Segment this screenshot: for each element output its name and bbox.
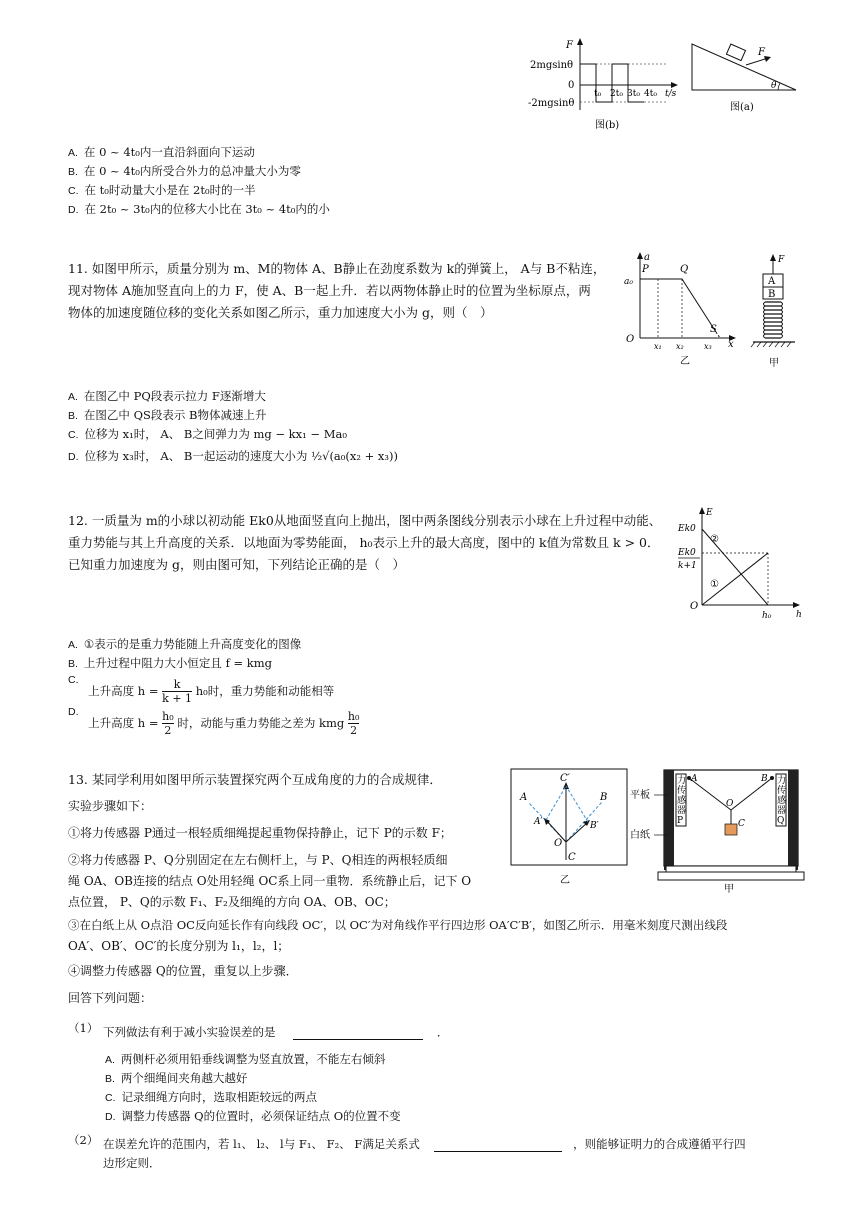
q10-fb-t2: 2t₀: [610, 89, 623, 99]
q12-line-3: 已知重力加速度为 g，则由图可知，下列结论正确的是（ ）: [68, 557, 405, 572]
q12-g-ek0: Ek0: [678, 524, 696, 534]
q10-option-c[interactable]: C. 在 t₀时动量大小是在 2t₀时的一半: [68, 183, 256, 197]
q12-option-c[interactable]: C. 上升高度 h = $\frac{k}{k + 1}$ h₀时，重力势能和动能相等: [68, 674, 335, 705]
q13-yi-B: B: [600, 792, 608, 803]
q11-g-S: S: [710, 324, 717, 335]
q10-fb-ylabel: F: [566, 40, 573, 51]
q11-option-d[interactable]: D. 位移为 x₃时， A、 B一起运动的速度大小为 ½√(a₀(x₂ + x₃)): [68, 449, 398, 463]
q10-fb-caption: 图(b): [595, 120, 620, 131]
q12-g-h0: h₀: [762, 611, 772, 621]
q11-g-x3: x₃: [704, 342, 712, 351]
q13-sub1-blank[interactable]: [293, 1027, 423, 1040]
q12-c-frac-den: k + 1: [162, 692, 193, 705]
q12-g-ylabel: E: [706, 508, 713, 518]
q11-g-O: O: [626, 334, 635, 345]
q11-g-x1: x₁: [654, 342, 662, 351]
q11-stem: [68, 258, 605, 324]
q13-yi-B1: B′: [590, 821, 599, 831]
q11-ap-A: A: [768, 276, 776, 287]
q10-fa-caption: 图(a): [730, 102, 754, 113]
q13-yi-A: A: [520, 792, 528, 803]
q11-line-1: 11. 如图甲所示，质量分别为 m、M的物体 A、B静止在劲度系数为 k的弹簧上， A与 B不粘连，: [68, 261, 606, 276]
q11-line-3: 物体的加速度随位移的变化关系如图乙所示，重力加速度大小为 g，则（ ）: [68, 305, 493, 320]
q13-step4: ④调整力传感器 Q的位置，重复以上步骤．: [68, 964, 298, 978]
q13-jia-baizhi: 白纸: [630, 830, 650, 841]
q12-line-2: 重力势能与其上升高度的关系．以地面为零势能面， h₀表示上升的最大高度，图中的 k值为常数且 k > 0．: [68, 535, 660, 550]
q11-option-b[interactable]: B. 在图乙中 QS段表示 B物体减速上升: [68, 408, 267, 422]
q13-jia-left-sensor: 力传感器 P: [677, 776, 687, 826]
q12-option-d[interactable]: D. 上升高度 h = $\frac{\text{h₀}}{2}$ 时，动能与重力势能之差为 kmg $\frac{\text{h₀}}{2}$: [68, 706, 360, 737]
q11-g-P: P: [642, 264, 649, 275]
q11-ap-F: F: [778, 255, 785, 265]
q10-fb-t3: 3t₀: [627, 89, 640, 99]
q13-yi-caption: 乙: [560, 875, 570, 886]
q13-sub1-option-b[interactable]: B. 两个细绳间夹角越大越好: [105, 1071, 248, 1085]
q13-jia-C: C: [738, 819, 745, 829]
q11-apparatus-jia: [745, 252, 805, 370]
q10-fb-yzero: 0: [568, 80, 575, 91]
q12-graph: [672, 505, 807, 625]
q12-d-frac2-num: h₀: [347, 710, 360, 723]
q12-g-k1: k+1: [678, 561, 697, 571]
q10-fb-xlabel: t/s: [665, 89, 677, 99]
q12-option-b[interactable]: B. 上升过程中阻力大小恒定且 f = kmg: [68, 656, 273, 670]
q12-d-frac-num: h₀: [162, 710, 174, 723]
q11-line-2: 现对物体 A施加竖直向上的力 F，使 A、B一起上升．若以两物体静止时的位置为坐标原点，两: [68, 283, 591, 298]
q10-fa-force: F: [758, 47, 765, 58]
q10-option-b[interactable]: B. 在 0 ~ 4t₀内所受合外力的总冲量大小为零: [68, 164, 301, 178]
q13-sub1-question: 下列做法有利于减小实验误差的是 ．: [103, 1025, 449, 1039]
q13-figure-jia: [628, 766, 808, 896]
q11-option-c[interactable]: C. 位移为 x₁时， A、 B之间弹力为 mg − kx₁ − Ma₀: [68, 427, 347, 441]
q13-step2: ②将力传感器 P、Q分别固定在左右侧杆上，与 P、Q相连的两根轻质细 绳 OA、OB连接的结点 O处用轻绳 OC系上同一重物．系统静止后，记下 O 点位置， P、Q的示数 F₁、F₂及细绳的方向 OA、OB、OC；: [68, 853, 472, 909]
q11-g-x2: x₂: [676, 342, 684, 351]
q10-fb-t4: 4t₀: [644, 89, 657, 99]
q13-steps-header: 实验步骤如下：: [68, 799, 153, 813]
q10-fb-t1: t₀: [594, 89, 602, 99]
q10-figure-a: [688, 38, 803, 118]
q10-option-d[interactable]: D. 在 2t₀ ~ 3t₀内的位移大小比在 3t₀ ~ 4t₀内的小: [68, 202, 330, 216]
q12-g-O: O: [690, 601, 699, 612]
q13-sub1-num: （1）: [68, 1021, 99, 1035]
q11-g-xaxis: x: [728, 339, 734, 350]
q11-g-Q: Q: [680, 264, 689, 275]
q10-option-a[interactable]: A. 在 0 ~ 4t₀内一直沿斜面向下运动: [68, 145, 255, 159]
q11-graph-yi: [620, 250, 740, 368]
q13-yi-Ctop: C′: [560, 773, 570, 784]
q13-sub2-line1: 在误差允许的范围内，若 l₁、 l₂、 l与 F₁、 F₂、 F满足关系式 ，则能够证明力的合成遵循平行四: [103, 1137, 746, 1151]
q10-fb-ytop: 2mgsinθ: [530, 60, 574, 71]
q13-sub1-option-d[interactable]: D. 调整力传感器 Q的位置时，必须保证结点 O的位置不变: [105, 1109, 401, 1123]
q13-sub2-line2: 边形定则．: [103, 1156, 161, 1170]
q11-g-a0: a₀: [624, 277, 633, 287]
q12-stem: [68, 510, 661, 576]
q13-jia-O: O: [726, 799, 734, 809]
q13-step1: ①将力传感器 P通过一根轻质细绳提起重物保持静止，记下 P的示数 F；: [68, 826, 452, 840]
q12-option-a[interactable]: A. ①表示的是重力势能随上升高度变化的图像: [68, 637, 302, 651]
q13-jia-right-sensor: 力传感器 Q: [777, 776, 787, 826]
q12-d-frac-den: 2: [164, 724, 172, 737]
q11-ap-B: B: [768, 289, 776, 300]
q13-yi-C: C: [568, 852, 576, 863]
q10-fb-ybottom: -2mgsinθ: [528, 98, 575, 109]
q11-option-a[interactable]: A. 在图乙中 PQ段表示拉力 F逐渐增大: [68, 389, 266, 403]
q12-g-xaxis: h: [796, 610, 802, 620]
q13-jia-B: B: [761, 774, 768, 784]
q12-line-1: 12. 一质量为 m的小球以初动能 Ek0从地面竖直向上抛出，图中两条图线分别表示小球在上升过程中动能、: [68, 513, 662, 528]
q13-sub1-option-a[interactable]: A. 两侧杆必须用铅垂线调整为竖直放置，不能左右倾斜: [105, 1052, 386, 1066]
q11-ap-caption: 甲: [769, 358, 779, 369]
q12-c-frac-num: k: [162, 678, 192, 692]
q12-d-frac2-den: 2: [350, 724, 358, 737]
q13-jia-pingban: 平板: [630, 790, 650, 801]
q13-answer-header: 回答下列问题：: [68, 991, 153, 1005]
q13-figure-yi: [510, 768, 630, 888]
q11-g-caption: 乙: [680, 356, 690, 367]
q10-figure-b: [528, 38, 688, 133]
q11-g-ylabel: a: [644, 252, 650, 263]
q13-step3: ③在白纸上从 O点沿 OC反向延长作有向线段 OC′，以 OC′为对角线作平行四边形 OA′C′B′，如图乙所示．用毫米刻度尺测出线段 OA′、OB′、OC′的长度分别为 l₁，l₂，l；: [68, 918, 728, 953]
q12-g-line2: ②: [710, 534, 719, 545]
q13-sub1-option-c[interactable]: C. 记录细绳方向时，选取相距较远的两点: [105, 1090, 317, 1104]
q12-g-line1: ①: [710, 579, 719, 590]
q13-sub2-blank[interactable]: [434, 1139, 562, 1152]
q13-sub2-num: （2）: [68, 1133, 99, 1147]
q13-jia-caption: 甲: [724, 884, 734, 895]
q13-yi-A1: A′: [534, 817, 543, 827]
q13-yi-O: O: [554, 838, 563, 849]
q13-title: 13. 某同学利用如图甲所示装置探究两个互成角度的力的合成规律．: [68, 772, 442, 787]
q10-fa-angle: θ: [771, 81, 777, 91]
q13-jia-A: A: [691, 774, 698, 784]
q12-g-ek0k: Ek0: [678, 548, 696, 558]
